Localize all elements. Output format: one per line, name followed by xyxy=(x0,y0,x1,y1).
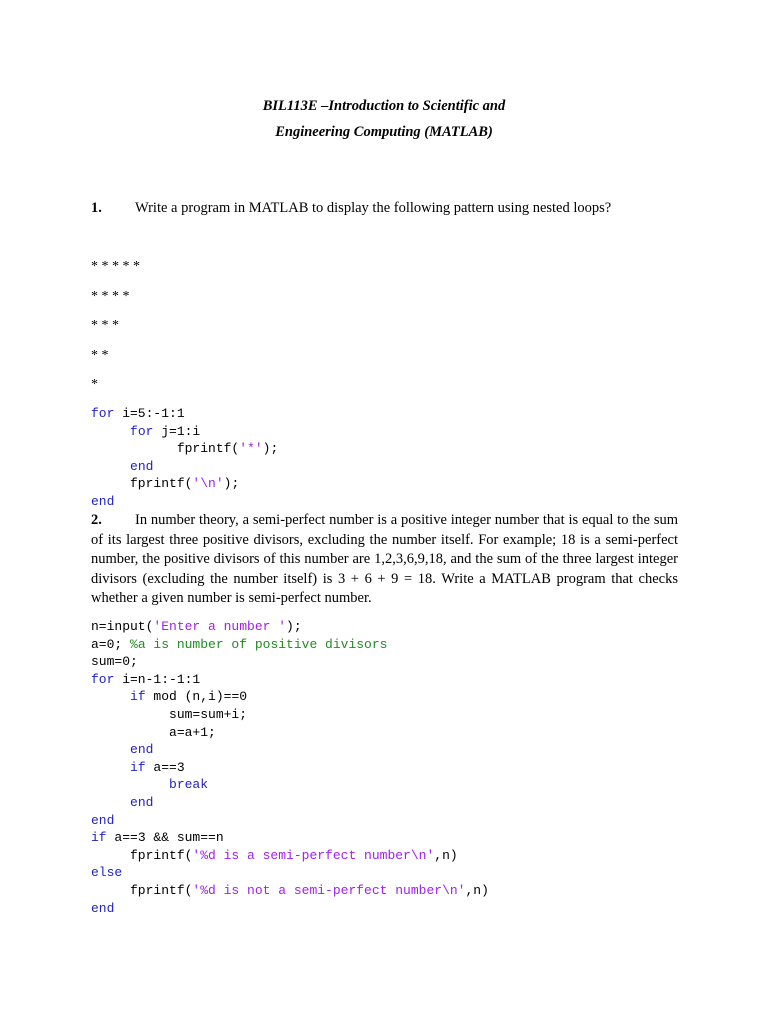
code-line xyxy=(91,883,489,898)
code-line xyxy=(91,459,153,474)
question-1-text: Write a program in MATLAB to display the following pattern using nested loops? xyxy=(135,200,612,216)
star-pattern xyxy=(91,258,140,406)
code-token-kw: end xyxy=(130,794,154,810)
document-title-line-1: BIL113E –Introduction to Scientific and xyxy=(262,98,506,114)
code-token-kw: if xyxy=(130,759,146,775)
code-token: a=a+1; xyxy=(91,724,216,740)
code-token: ,n) xyxy=(465,882,489,898)
code-token: ); xyxy=(223,476,240,492)
code-token-str: '%d is a semi-perfect number\n' xyxy=(192,847,435,863)
code-token-kw: if xyxy=(130,689,146,705)
code-token: mod (n,i)==0 xyxy=(145,689,248,705)
document-title-line-2: Engineering Computing (MATLAB) xyxy=(275,124,493,140)
code-line xyxy=(91,441,278,456)
code-token: i=n-1:-1:1 xyxy=(114,671,201,687)
code-line xyxy=(91,742,153,757)
code-token xyxy=(91,795,130,810)
code-token xyxy=(91,777,169,792)
code-token xyxy=(91,459,130,474)
code-token-kw: else xyxy=(91,865,123,881)
code-token: ); xyxy=(262,441,279,457)
code-token-str: '%d is not a semi-perfect number\n' xyxy=(192,882,466,898)
code-line xyxy=(91,848,458,863)
code-token xyxy=(91,760,130,775)
code-line xyxy=(91,654,138,669)
code-token: n=input( xyxy=(91,619,154,634)
code-token: i=5:-1:1 xyxy=(114,406,185,421)
code-line xyxy=(91,830,224,845)
code-token: j=1:i xyxy=(153,423,201,439)
code-token-kw: for xyxy=(130,423,154,439)
code-token-kw: end xyxy=(91,900,115,916)
code-token-kw: break xyxy=(169,777,209,793)
pattern-row: * * * xyxy=(91,318,119,333)
code-token-str: 'Enter a number ' xyxy=(153,619,287,634)
code-line xyxy=(91,689,247,704)
pattern-row: * * xyxy=(91,347,109,363)
question-2-code-block xyxy=(91,618,489,917)
code-line xyxy=(91,476,239,491)
pattern-row: * * * * xyxy=(91,288,130,304)
code-token: a==3 xyxy=(145,759,185,775)
code-line xyxy=(91,901,114,916)
code-line xyxy=(91,672,200,687)
code-line xyxy=(91,494,114,509)
code-token: fprintf( xyxy=(91,441,240,457)
question-2 xyxy=(91,511,678,609)
code-token xyxy=(91,742,130,757)
code-token-kw: for xyxy=(91,406,115,421)
code-line xyxy=(91,707,247,722)
code-token: fprintf( xyxy=(91,476,193,492)
code-line xyxy=(91,865,122,880)
code-token: fprintf( xyxy=(91,847,193,863)
code-token: sum=0; xyxy=(91,654,138,670)
question-1-number: 1. xyxy=(91,200,102,216)
code-token: fprintf( xyxy=(91,882,193,898)
pattern-row: * xyxy=(91,377,98,392)
code-token: ); xyxy=(286,619,302,634)
question-1-code-block xyxy=(91,405,278,511)
code-token: a=0; xyxy=(91,636,131,652)
code-token-cmt: %a is number of positive divisors xyxy=(130,636,388,652)
code-line xyxy=(91,725,216,740)
code-line xyxy=(91,760,185,775)
question-2-text: In number theory, a semi-perfect number is a positive integer number that is equal to the sum of its largest three positive divisors, excluding the number itself. For example; 18 is a semi-perfect number, the positive divisors of this number are 1,2,3,6,9,18, and the sum of the three largest integer divisors (excluding the number itself) is 3 + 6 + 9 = 18. Write a MATLAB program that checks whether a given number is semi-perfect number. xyxy=(91,512,678,606)
code-token-kw: end xyxy=(130,742,154,758)
code-token: a==3 && sum==n xyxy=(106,830,224,846)
code-token: sum=sum+i; xyxy=(91,706,248,722)
code-line xyxy=(91,637,387,652)
code-token-kw: if xyxy=(91,830,107,846)
code-token-kw: end xyxy=(91,812,115,828)
code-line xyxy=(91,424,200,439)
question-2-number: 2. xyxy=(91,512,102,528)
code-token: ,n) xyxy=(434,847,458,863)
code-token-kw: end xyxy=(130,458,154,474)
code-line xyxy=(91,813,114,828)
code-line xyxy=(91,619,302,634)
question-1 xyxy=(91,200,681,217)
code-token xyxy=(91,689,130,704)
pattern-row: * * * * * xyxy=(91,259,140,274)
code-token-str: '\n' xyxy=(192,476,224,492)
code-token-kw: for xyxy=(91,671,115,687)
code-line xyxy=(91,406,185,421)
code-token-str: '*' xyxy=(239,441,263,457)
code-token-kw: end xyxy=(91,493,115,509)
code-line xyxy=(91,795,153,810)
code-line xyxy=(91,777,208,792)
code-token xyxy=(91,424,130,439)
